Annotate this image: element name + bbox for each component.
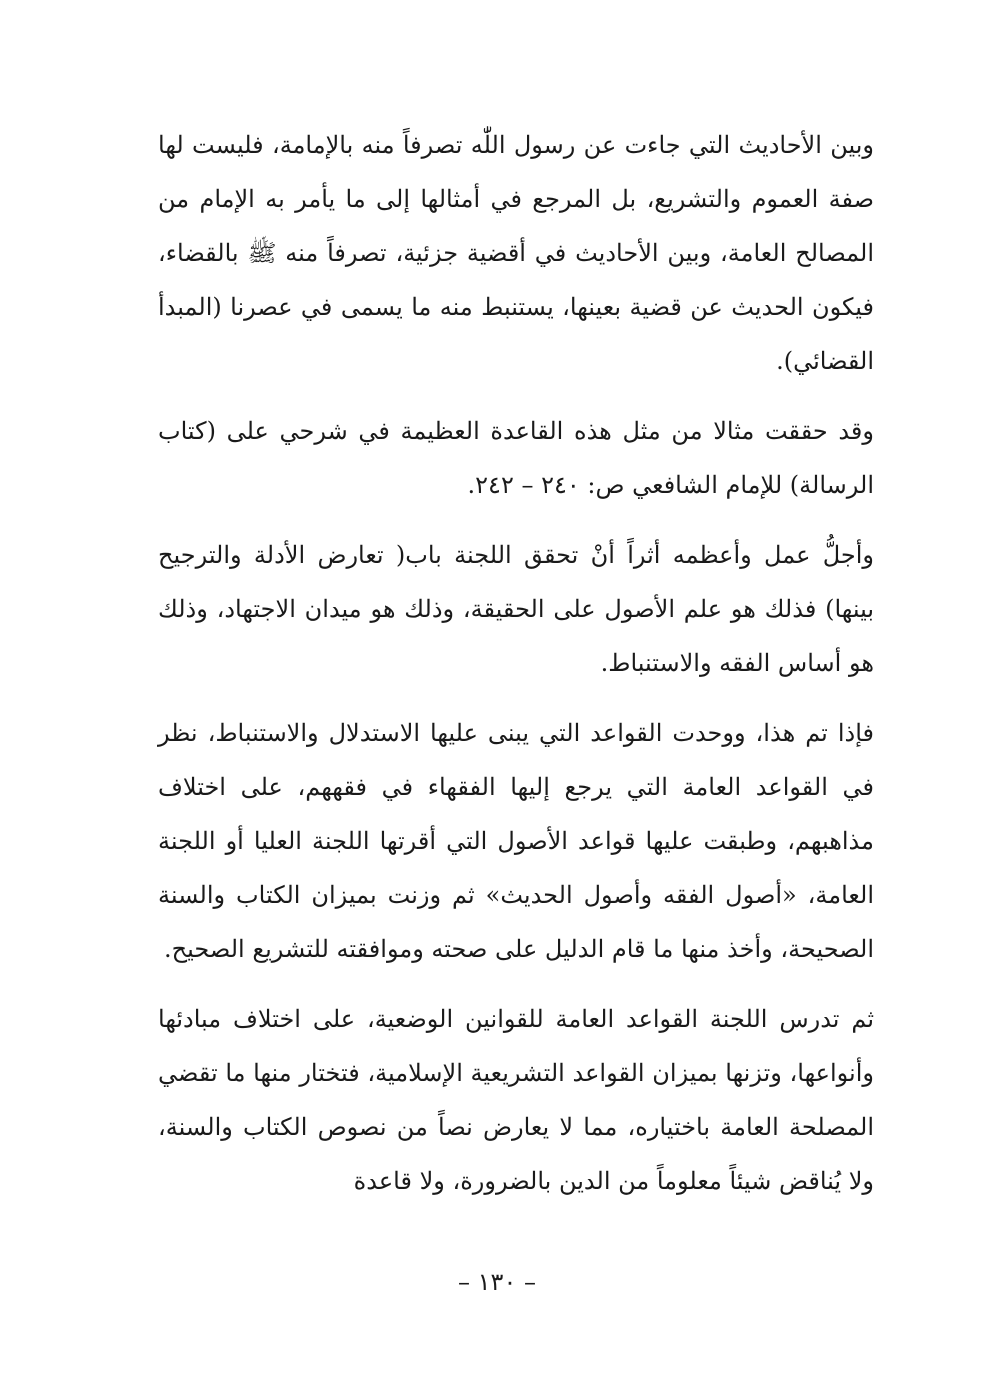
paragraph-1: وبين الأحاديث التي جاءت عن رسول اللّٰه تصرفاً منه بالإمامة، فليست لها صفة العموم والتشريع، بل المرجع في أمثالها إلى ما يأمر به الإمام من المصالح العامة، وبين الأحاديث في أقضية جزئية، تصرفاً منه ﷺ بالقضاء، فيكون الحديث عن قضية بعينها، يستنبط منه ما يسمى في عصرنا (المبدأ القضائي).: [158, 131, 874, 375]
paragraph-spacer: [158, 512, 874, 528]
paragraph-4: فإذا تم هذا، ووحدت القواعد التي يبنى عليها الاستدلال والاستنباط، نظر في القواعد العامة التي يرجع إليها الفقهاء في فقههم، على اختلاف مذاهبهم، وطبقت عليها قواعد الأصول التي أقرتها اللجنة العليا أو اللجنة العامة، «أصول الفقه وأصول الحديث» ثم وزنت بميزان الكتاب والسنة الصحيحة، وأخذ منها ما قام الدليل على صحته وموافقته للتشريع الصحيح.: [158, 719, 874, 963]
paragraph-3: وأجلُّ عمل وأعظمه أثراً أنْ تحقق اللجنة باب( تعارض الأدلة والترجيح بينها) فذلك هو علم الأصول على الحقيقة، وذلك هو ميدان الاجتهاد، وذلك هو أساس الفقه والاستنباط.: [158, 541, 874, 677]
paragraph-spacer: [158, 976, 874, 992]
page-number: – ١٣٠ –: [458, 1268, 536, 1296]
paragraph-5: ثم تدرس اللجنة القواعد العامة للقوانين الوضعية، على اختلاف مبادئها وأنواعها، وتزنها بميزان القواعد التشريعية الإسلامية، فتختار منها ما تقضي المصلحة العامة باختياره، مما لا يعارض نصاً من نصوص الكتاب والسنة، ولا يُناقض شيئاً معلوماً من الدين بالضرورة، ولا قاعدة: [158, 1005, 874, 1195]
paragraph-spacer: [158, 690, 874, 706]
paragraph-2: وقد حققت مثالا من مثل هذه القاعدة العظيمة في شرحي على (كتاب الرسالة) للإمام الشافعي ص: ٢٤٠ – ٢٤٢.: [158, 417, 874, 499]
page-body: [158, 118, 874, 1208]
paragraph-spacer: [158, 388, 874, 404]
